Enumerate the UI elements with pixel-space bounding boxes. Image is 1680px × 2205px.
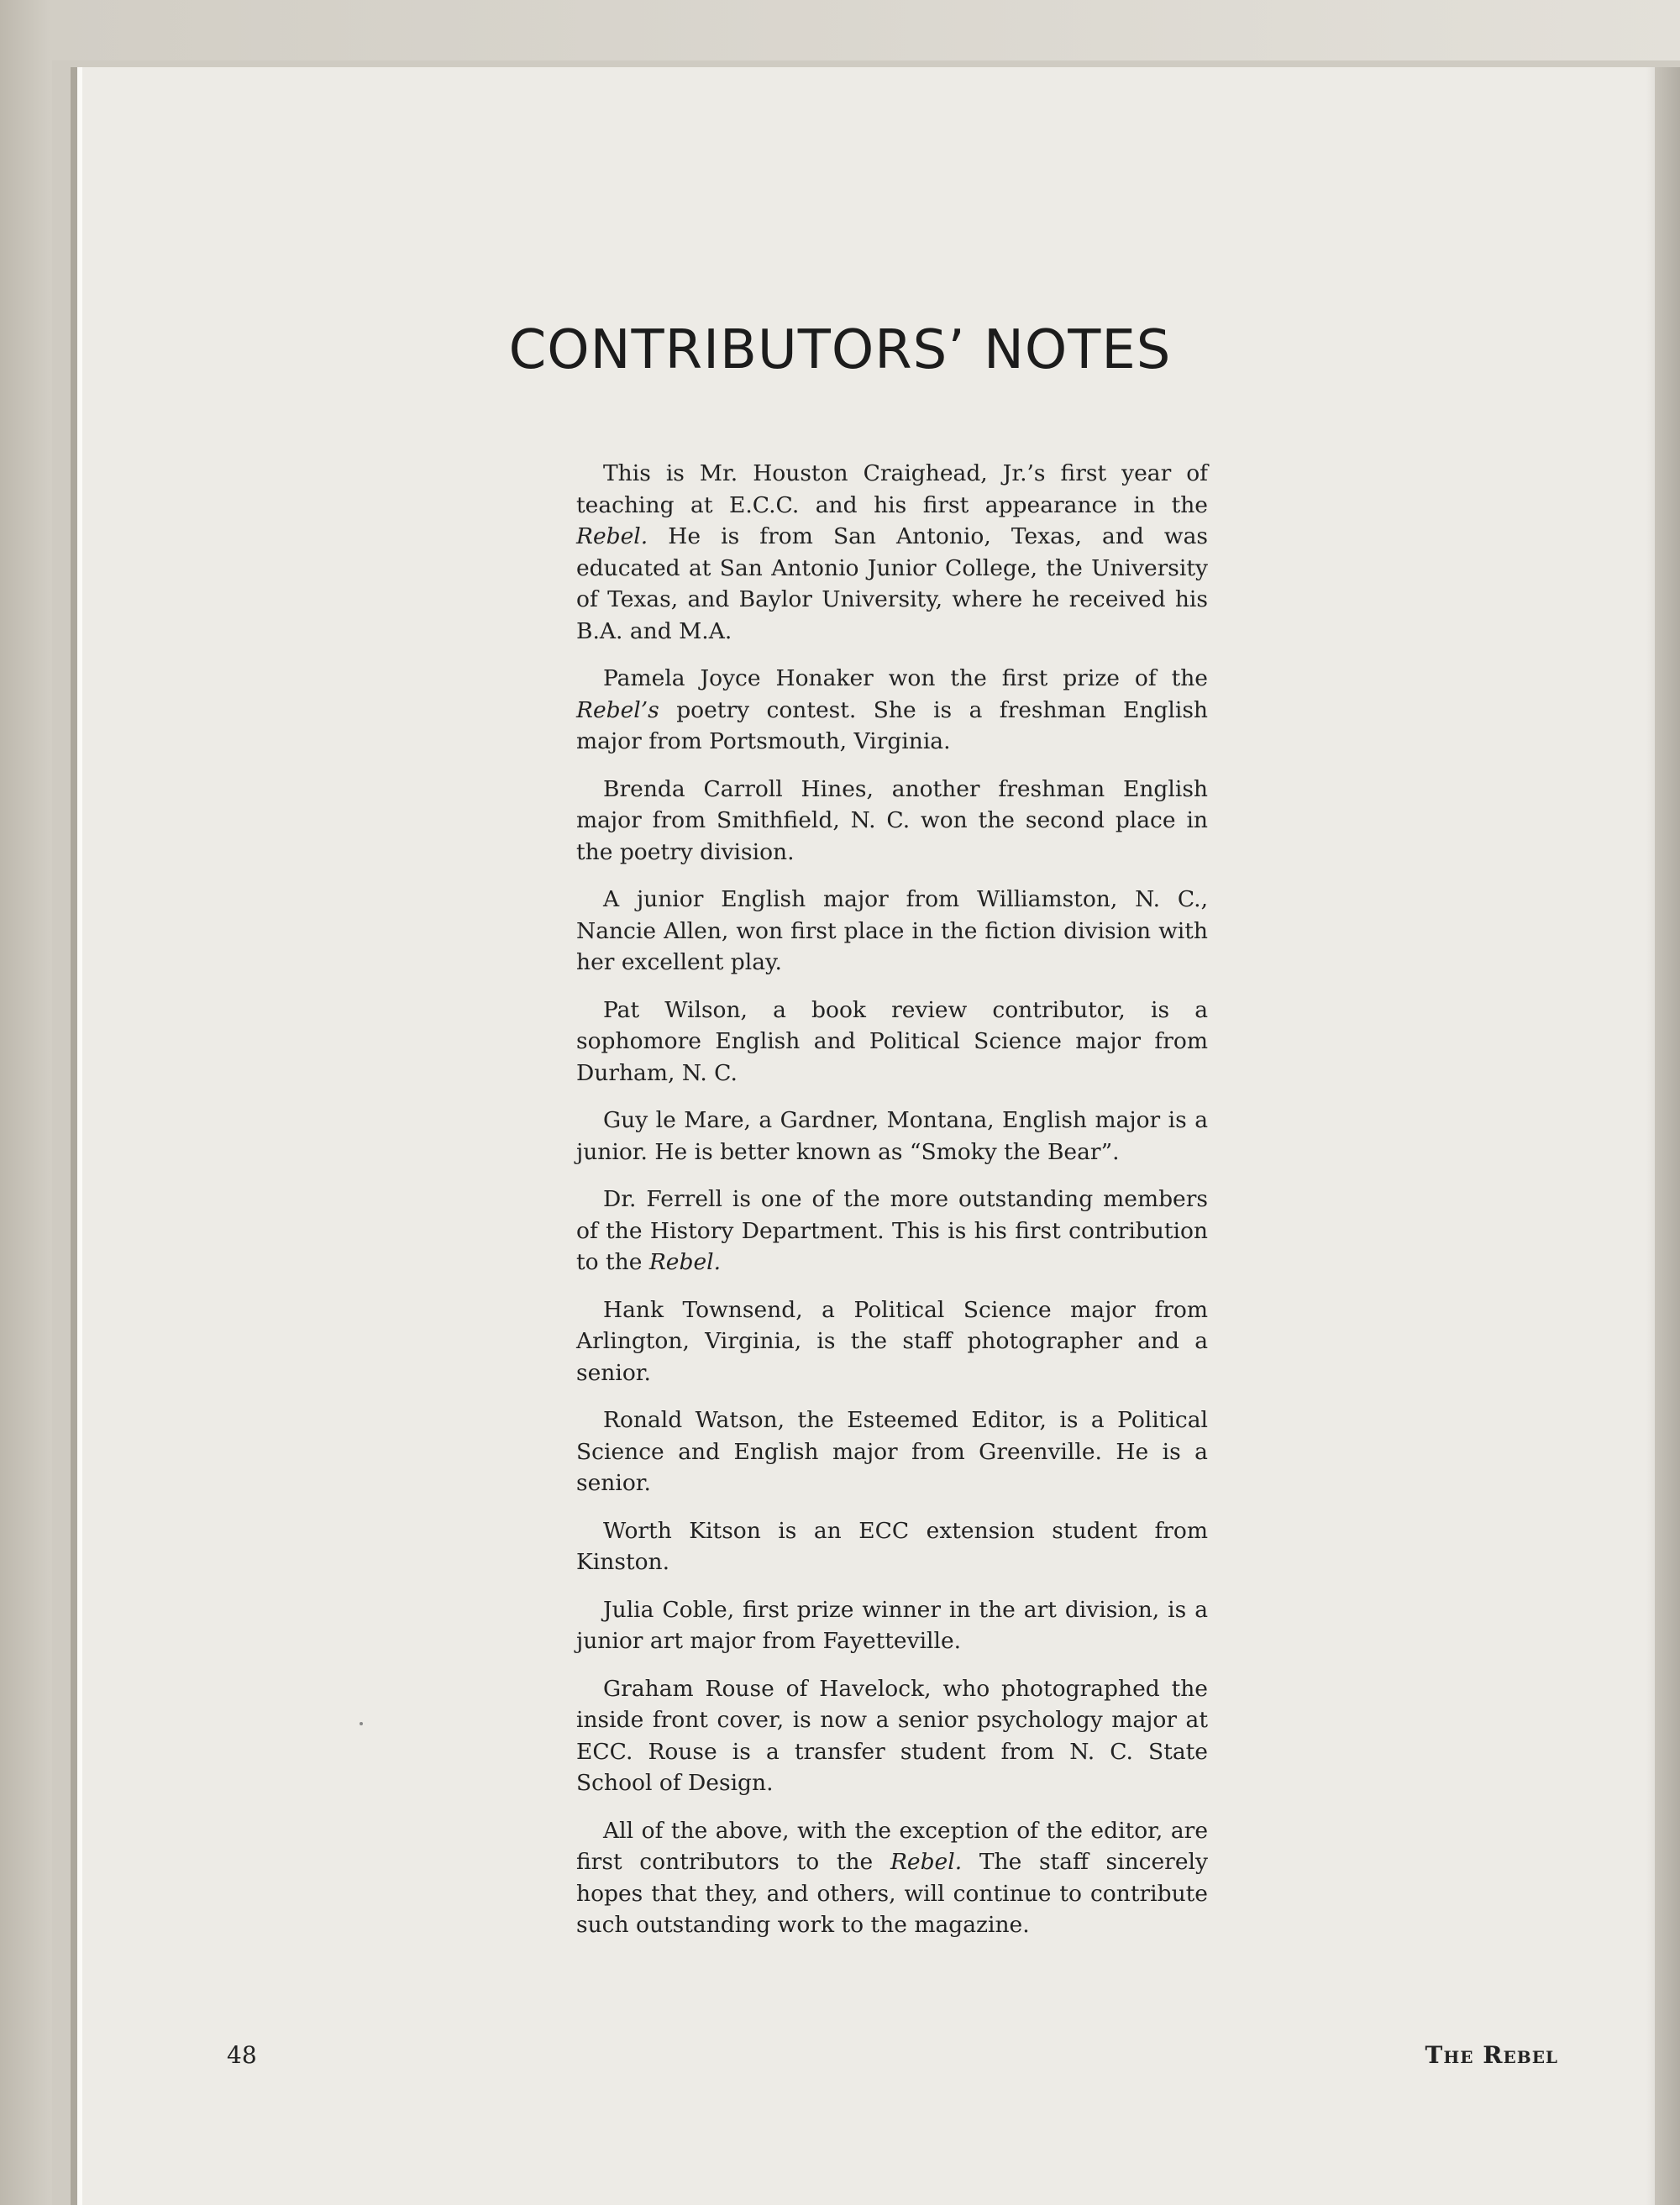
note-paragraph: Brenda Carroll Hines, another freshman English major from Smithfield, N. C. won the second place in the poetry division. [576,775,1208,865]
contributors-notes-body [576,458,1208,1957]
note-paragraph: Graham Rouse of Havelock, who photographed the inside front cover, is now a senior psychology major at ECC. Rouse is a transfer student from N. C. State School of Design. [576,1675,1208,1796]
running-footer: The Rebel [1425,2041,1558,2069]
note-paragraph: Hank Townsend, a Political Science major from Arlington, Virginia, is the staff photographer and a senior. [576,1296,1208,1386]
note-paragraph: Pat Wilson, a book review contributor, is a sophomore English and Political Science major from Durham, N. C. [576,996,1208,1086]
note-paragraph: A junior English major from Williamston, N. C., Nancie Allen, won first place in the fiction division with her excellent play. [576,886,1208,975]
note-paragraph: Guy le Mare, a Gardner, Montana, English major is a junior. He is better known as “Smoky the Bear”. [576,1107,1208,1165]
gutter-shadow [1646,67,1680,2205]
note-paragraph: All of the above, with the exception of the editor, are first contributors to the Rebel. The staff sincerely hopes that they, and others, will continue to contribute such outstanding work to the magazine. [576,1817,1208,1938]
note-paragraph: Dr. Ferrell is one of the more outstanding members of the History Department. This is his first contribution to the Rebel. [576,1186,1208,1275]
page-title: CONTRIBUTORS’ NOTES [508,319,1172,381]
page-number: 48 [227,2041,257,2069]
paper-speck [360,1722,363,1725]
note-paragraph: Ronald Watson, the Esteemed Editor, is a Political Science and English major from Greenville. He is a senior. [576,1407,1208,1496]
note-paragraph: Julia Coble, first prize winner in the art division, is a junior art major from Fayetteville. [576,1596,1208,1654]
note-paragraph: This is Mr. Houston Craighead, Jr.’s first year of teaching at E.C.C. and his first appearance in the Rebel. He is from San Antonio, Texas, and was educated at San Antonio Junior College, the University of Texas, and Baylor University, where he received his B.A. and M.A. [576,460,1208,644]
note-paragraph: Pamela Joyce Honaker won the first prize of the Rebel’s poetry contest. She is a freshman English major from Portsmouth, Virginia. [576,665,1208,754]
note-paragraph: Worth Kitson is an ECC extension student from Kinston. [576,1517,1208,1575]
